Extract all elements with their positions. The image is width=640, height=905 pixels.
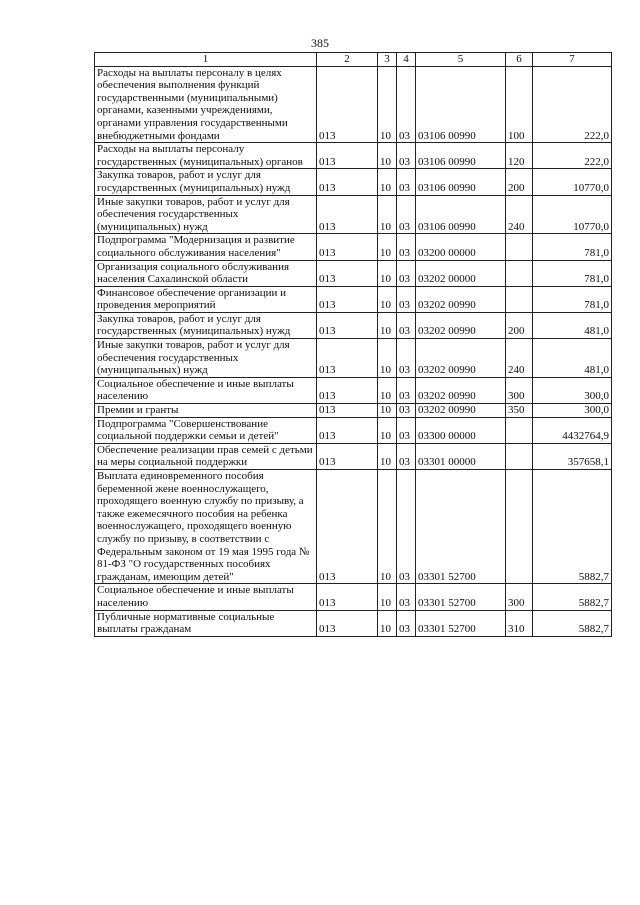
row-subsection-code: 03 (397, 339, 416, 378)
row-target-code: 03106 00990 (416, 169, 506, 195)
row-expense-type: 240 (506, 195, 533, 234)
row-section-code: 10 (378, 584, 397, 610)
row-amount: 222,0 (533, 66, 612, 143)
row-name: Расходы на выплаты персоналу государственных (муниципальных) органов (95, 143, 317, 169)
row-section-code: 10 (378, 169, 397, 195)
table-row (95, 169, 612, 195)
row-ministry-code: 013 (317, 470, 378, 584)
row-section-code: 10 (378, 195, 397, 234)
row-expense-type (506, 443, 533, 469)
row-name: Обеспечение реализации прав семей с детьми на меры социальной поддержки (95, 443, 317, 469)
column-header: 2 (317, 53, 378, 67)
row-subsection-code: 03 (397, 377, 416, 403)
row-amount: 10770,0 (533, 195, 612, 234)
row-expense-type: 120 (506, 143, 533, 169)
row-amount: 5882,7 (533, 470, 612, 584)
row-subsection-code: 03 (397, 417, 416, 443)
row-amount: 222,0 (533, 143, 612, 169)
row-amount: 781,0 (533, 234, 612, 260)
row-subsection-code: 03 (397, 260, 416, 286)
row-ministry-code: 013 (317, 584, 378, 610)
table-row (95, 286, 612, 312)
row-name: Иные закупки товаров, работ и услуг для обеспечения государственных (муниципальных) нужд (95, 339, 317, 378)
table-row (95, 377, 612, 403)
table-header-row (95, 53, 612, 67)
column-header: 3 (378, 53, 397, 67)
row-ministry-code: 013 (317, 312, 378, 338)
row-amount: 481,0 (533, 312, 612, 338)
page-number: 385 (311, 36, 329, 50)
table-row (95, 195, 612, 234)
row-subsection-code: 03 (397, 610, 416, 636)
table-row (95, 312, 612, 338)
row-expense-type: 310 (506, 610, 533, 636)
row-amount: 5882,7 (533, 610, 612, 636)
row-ministry-code: 013 (317, 143, 378, 169)
column-header: 5 (416, 53, 506, 67)
table-row (95, 66, 612, 143)
row-ministry-code: 013 (317, 443, 378, 469)
row-subsection-code: 03 (397, 286, 416, 312)
table-row (95, 260, 612, 286)
row-section-code: 10 (378, 377, 397, 403)
table-row (95, 417, 612, 443)
row-amount: 300,0 (533, 377, 612, 403)
row-section-code: 10 (378, 143, 397, 169)
row-ministry-code: 013 (317, 260, 378, 286)
row-subsection-code: 03 (397, 169, 416, 195)
row-ministry-code: 013 (317, 234, 378, 260)
table-row (95, 584, 612, 610)
row-section-code: 10 (378, 260, 397, 286)
row-subsection-code: 03 (397, 584, 416, 610)
row-subsection-code: 03 (397, 470, 416, 584)
row-name: Расходы на выплаты персоналу в целях обеспечения выполнения функций государственными (муниципальными) органами, казенными учреждениями, органами управления государственными внебюджетными фондами (95, 66, 317, 143)
column-header: 7 (533, 53, 612, 67)
row-ministry-code: 013 (317, 66, 378, 143)
row-subsection-code: 03 (397, 404, 416, 418)
row-target-code: 03202 00990 (416, 339, 506, 378)
row-ministry-code: 013 (317, 195, 378, 234)
table-row (95, 443, 612, 469)
row-subsection-code: 03 (397, 66, 416, 143)
row-target-code: 03106 00990 (416, 66, 506, 143)
row-subsection-code: 03 (397, 443, 416, 469)
row-amount: 300,0 (533, 404, 612, 418)
row-name: Финансовое обеспечение организации и проведения мероприятий (95, 286, 317, 312)
table-row (95, 610, 612, 636)
row-amount: 481,0 (533, 339, 612, 378)
row-target-code: 03202 00990 (416, 286, 506, 312)
row-section-code: 10 (378, 339, 397, 378)
row-expense-type: 100 (506, 66, 533, 143)
row-target-code: 03202 00990 (416, 404, 506, 418)
row-target-code: 03106 00990 (416, 143, 506, 169)
row-name: Закупка товаров, работ и услуг для государственных (муниципальных) нужд (95, 169, 317, 195)
row-expense-type (506, 286, 533, 312)
row-section-code: 10 (378, 417, 397, 443)
row-section-code: 10 (378, 286, 397, 312)
row-amount: 10770,0 (533, 169, 612, 195)
row-target-code: 03301 52700 (416, 584, 506, 610)
row-amount: 4432764,9 (533, 417, 612, 443)
row-section-code: 10 (378, 312, 397, 338)
row-section-code: 10 (378, 404, 397, 418)
row-name: Организация социального обслуживания населения Сахалинской области (95, 260, 317, 286)
table-row (95, 234, 612, 260)
row-target-code: 03301 52700 (416, 610, 506, 636)
row-subsection-code: 03 (397, 195, 416, 234)
budget-table (94, 52, 612, 637)
row-target-code: 03202 00000 (416, 260, 506, 286)
column-header: 1 (95, 53, 317, 67)
column-header: 4 (397, 53, 416, 67)
row-name: Социальное обеспечение и иные выплаты населению (95, 584, 317, 610)
row-name: Выплата единовременного пособия беременной жене военнослужащего, проходящего военную службу по призыву, а также ежемесячного пособия на ребенка военнослужащего, проходящего военную службу по призыву, в соответствии с Федеральным законом от 19 мая 1995 года № 81-ФЗ "О государственных пособиях гражданам, имеющим детей" (95, 470, 317, 584)
row-subsection-code: 03 (397, 312, 416, 338)
row-ministry-code: 013 (317, 610, 378, 636)
row-ministry-code: 013 (317, 417, 378, 443)
row-expense-type (506, 417, 533, 443)
row-ministry-code: 013 (317, 377, 378, 403)
row-name: Социальное обеспечение и иные выплаты населению (95, 377, 317, 403)
table-row (95, 339, 612, 378)
table-row (95, 404, 612, 418)
row-ministry-code: 013 (317, 339, 378, 378)
row-subsection-code: 03 (397, 143, 416, 169)
row-target-code: 03301 52700 (416, 470, 506, 584)
row-name: Публичные нормативные социальные выплаты гражданам (95, 610, 317, 636)
row-ministry-code: 013 (317, 404, 378, 418)
row-target-code: 03200 00000 (416, 234, 506, 260)
row-target-code: 03202 00990 (416, 377, 506, 403)
row-section-code: 10 (378, 66, 397, 143)
row-expense-type (506, 234, 533, 260)
row-expense-type: 200 (506, 169, 533, 195)
column-header: 6 (506, 53, 533, 67)
row-target-code: 03301 00000 (416, 443, 506, 469)
table-row (95, 470, 612, 584)
row-section-code: 10 (378, 234, 397, 260)
row-target-code: 03300 00000 (416, 417, 506, 443)
row-section-code: 10 (378, 470, 397, 584)
row-amount: 781,0 (533, 286, 612, 312)
row-expense-type: 300 (506, 584, 533, 610)
row-amount: 5882,7 (533, 584, 612, 610)
row-amount: 357658,1 (533, 443, 612, 469)
row-name: Подпрограмма "Совершенствование социальной поддержки семьи и детей" (95, 417, 317, 443)
row-expense-type: 300 (506, 377, 533, 403)
row-expense-type: 350 (506, 404, 533, 418)
row-name: Премии и гранты (95, 404, 317, 418)
row-expense-type (506, 260, 533, 286)
table-row (95, 143, 612, 169)
row-target-code: 03106 00990 (416, 195, 506, 234)
row-ministry-code: 013 (317, 286, 378, 312)
row-expense-type (506, 470, 533, 584)
row-section-code: 10 (378, 610, 397, 636)
row-ministry-code: 013 (317, 169, 378, 195)
row-target-code: 03202 00990 (416, 312, 506, 338)
row-section-code: 10 (378, 443, 397, 469)
row-expense-type: 240 (506, 339, 533, 378)
row-amount: 781,0 (533, 260, 612, 286)
row-name: Иные закупки товаров, работ и услуг для обеспечения государственных (муниципальных) нужд (95, 195, 317, 234)
row-name: Закупка товаров, работ и услуг для государственных (муниципальных) нужд (95, 312, 317, 338)
row-name: Подпрограмма "Модернизация и развитие социального обслуживания населения" (95, 234, 317, 260)
row-expense-type: 200 (506, 312, 533, 338)
row-subsection-code: 03 (397, 234, 416, 260)
